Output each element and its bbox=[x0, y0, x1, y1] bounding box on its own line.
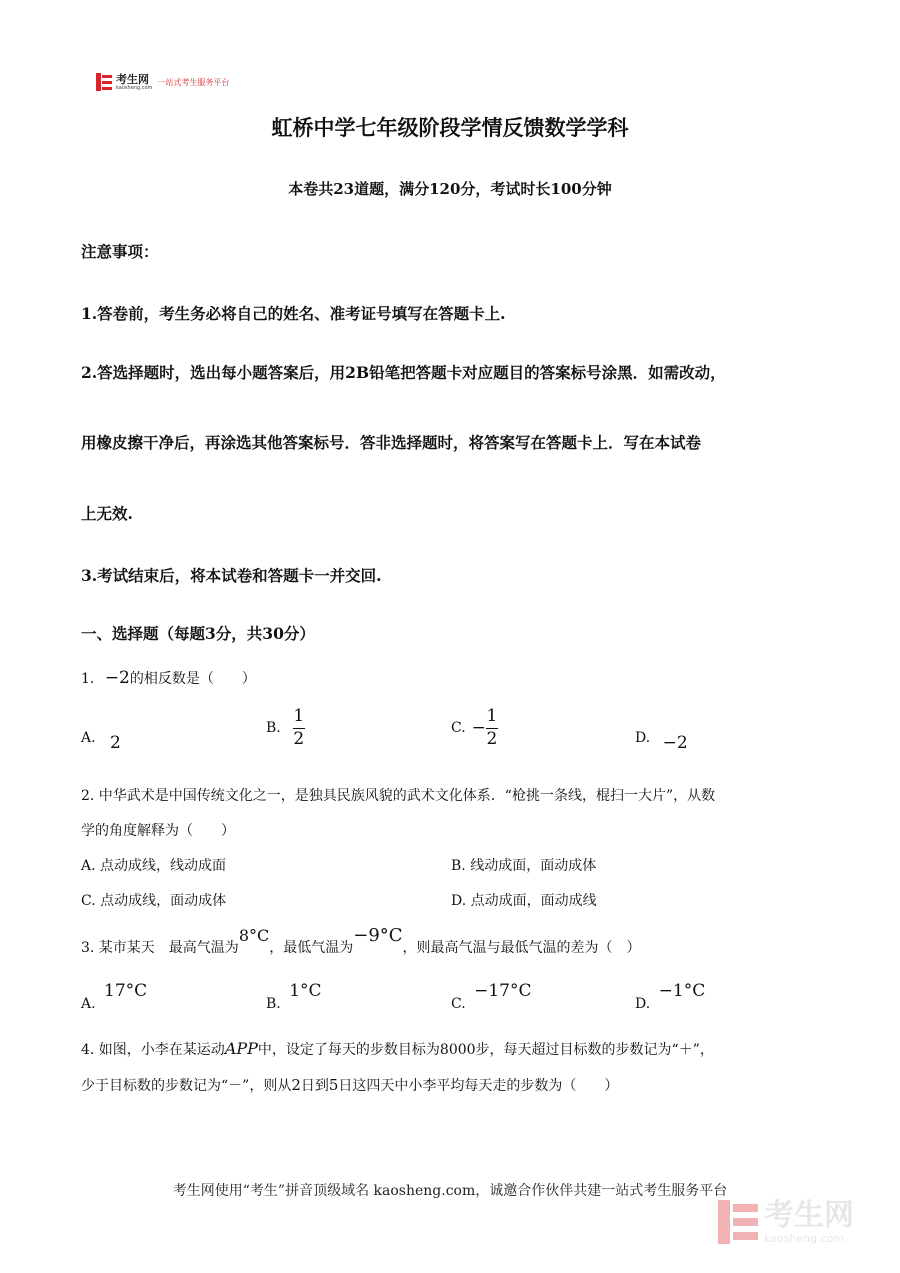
denominator: 2 bbox=[486, 728, 498, 749]
question-text: 的相反数是（ ） bbox=[129, 671, 256, 687]
math-expression: 2 bbox=[291, 1076, 301, 1094]
option-label: A. bbox=[81, 996, 96, 1012]
option-label: C. bbox=[451, 720, 466, 736]
option-label: D. bbox=[635, 996, 651, 1012]
question-2-stem-line-1: 2. 中华武术是中国传统文化之一，是独具民族风貌的武术文化体系．“枪挑一条线，棍扫一大片”，从数 bbox=[81, 788, 716, 804]
question-1-option-b[interactable] bbox=[266, 703, 305, 753]
option-label: C. bbox=[451, 996, 466, 1012]
denominator: 2 bbox=[293, 728, 305, 749]
question-text: 少于目标数的步数记为“－”，则从 bbox=[81, 1078, 292, 1094]
question-text: 中，设定了每天的步数目标为8000步，每天超过目标数的步数记为“＋”， bbox=[257, 1042, 714, 1058]
question-number: 1. bbox=[81, 671, 95, 687]
option-value: −17°C bbox=[474, 981, 532, 1001]
math-expression: −2 bbox=[104, 668, 130, 688]
question-4-stem-line-2 bbox=[81, 1075, 618, 1095]
option-label: A. bbox=[81, 730, 96, 746]
math-expression: 5 bbox=[328, 1076, 339, 1094]
logo-url: kaosheng.com bbox=[116, 84, 153, 91]
option-label: B. bbox=[266, 720, 281, 736]
fraction bbox=[293, 705, 305, 749]
question-2-stem-line-2: 学的角度解释为（ ） bbox=[81, 823, 235, 839]
question-1-option-c[interactable] bbox=[451, 703, 498, 753]
notice-item-1: 1.答卷前，考生务必将自己的姓名、准考证号填写在答题卡上. bbox=[81, 304, 506, 323]
question-2-option-b[interactable]: B. 线动成面，面动成体 bbox=[451, 858, 597, 874]
option-value: 2 bbox=[110, 733, 121, 753]
page-footer: 考生网使用“考生”拼音顶级域名 kaosheng.com，诚邀合作伙伴共建一站式考生服务平台 bbox=[172, 1183, 728, 1199]
question-3-option-c[interactable] bbox=[451, 981, 532, 1012]
option-value: 17°C bbox=[104, 981, 148, 1001]
minus-sign: − bbox=[471, 718, 486, 738]
question-text: ，则最高气温与最低气温的差为（ ） bbox=[402, 940, 641, 956]
question-text: 日这四天中小李平均每天走的步数为（ ） bbox=[338, 1078, 619, 1094]
question-3-option-d[interactable] bbox=[635, 981, 706, 1012]
logo-name: 考生网 bbox=[116, 72, 149, 86]
option-label: D. bbox=[635, 730, 651, 746]
watermark bbox=[718, 1197, 854, 1245]
notice-item-2-line-1: 2.答选择题时，选出每小题答案后，用2B铅笔把答题卡对应题目的答案标号涂黑．如需改动， bbox=[81, 363, 726, 382]
notice-heading: 注意事项： bbox=[81, 242, 159, 261]
section-heading: 一、选择题（每题3分，共30分） bbox=[81, 624, 315, 643]
numerator: 1 bbox=[486, 705, 498, 726]
question-3-option-b[interactable] bbox=[266, 981, 322, 1012]
question-text: ，最低气温为 bbox=[269, 940, 354, 956]
question-4-stem-line-1 bbox=[81, 1039, 714, 1059]
logo-icon bbox=[96, 73, 112, 91]
question-text: 3. 某市某天 最高气温为 bbox=[81, 940, 239, 956]
question-2-option-c[interactable]: C. 点动成线，面动成体 bbox=[81, 893, 227, 909]
math-expression: −9°C bbox=[353, 925, 403, 946]
notice-item-3: 3.考试结束后，将本试卷和答题卡一并交回. bbox=[81, 566, 382, 585]
math-expression: APP bbox=[224, 1039, 258, 1058]
option-value: −1°C bbox=[658, 981, 706, 1001]
notice-item-2-line-2: 用橡皮擦干净后，再涂选其他答案标号．答非选择题时，将答案写在答题卡上．写在本试卷 bbox=[81, 433, 702, 452]
question-text: 4. 如图，小李在某运动 bbox=[81, 1042, 225, 1058]
math-expression: 8°C bbox=[238, 926, 270, 945]
question-2-option-d[interactable]: D. 点动成面，面动成线 bbox=[451, 893, 597, 909]
watermark-name: 考生网 bbox=[764, 1197, 854, 1233]
option-value: −2 bbox=[662, 733, 688, 753]
page-title: 虹桥中学七年级阶段学情反馈数学学科 bbox=[271, 115, 629, 140]
option-value: 1°C bbox=[289, 981, 322, 1001]
question-text: 日到 bbox=[300, 1078, 329, 1094]
question-1-option-d[interactable] bbox=[635, 727, 688, 753]
question-1-option-a[interactable] bbox=[81, 727, 121, 753]
question-1-stem bbox=[81, 668, 256, 688]
question-2-option-a[interactable]: A. 点动成线，线动成面 bbox=[81, 858, 227, 874]
site-logo bbox=[96, 72, 229, 92]
exam-info: 本卷共23道题，满分120分，考试时长100分钟 bbox=[288, 180, 612, 198]
notice-item-2-line-3: 上无效. bbox=[81, 504, 133, 523]
numerator: 1 bbox=[293, 705, 305, 726]
watermark-logo-icon bbox=[718, 1200, 758, 1244]
fraction bbox=[486, 705, 498, 749]
question-3-stem bbox=[81, 925, 641, 956]
question-3-option-a[interactable] bbox=[81, 981, 148, 1012]
watermark-url: kaosheng.com bbox=[764, 1231, 845, 1245]
logo-slogan: 一站式考生服务平台 bbox=[157, 77, 230, 87]
option-label: B. bbox=[266, 996, 281, 1012]
